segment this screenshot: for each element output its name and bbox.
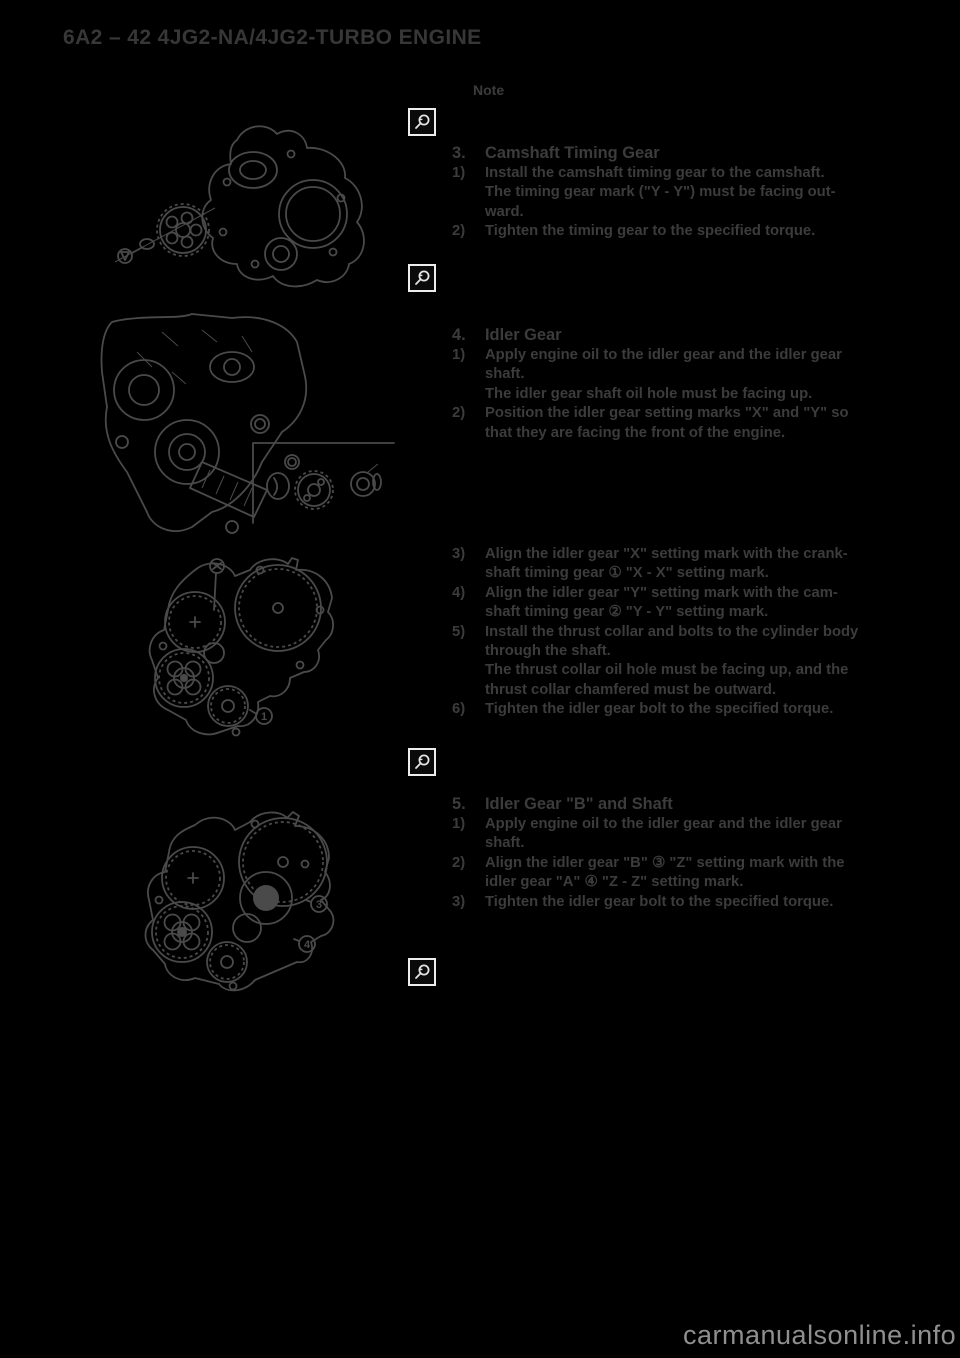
magnifier-glyph: [412, 268, 432, 288]
section-camshaft-timing-gear: [452, 143, 890, 242]
figure-camshaft-timing-gear: [95, 112, 395, 292]
step-line: Install the camshaft timing gear to the camshaft.: [485, 165, 825, 181]
step-line: Align the idler gear "Y" setting mark with the cam-: [485, 584, 838, 601]
section-title: Idler Gear "B" and Shaft: [485, 795, 673, 813]
magnifier-glyph: [412, 752, 432, 772]
idler-gear-b: [240, 872, 292, 924]
step: [452, 893, 890, 912]
figure-idler-gear-b-alignment: [135, 800, 390, 995]
step-number: 1): [452, 165, 466, 181]
magnifier-icon[interactable]: [408, 748, 436, 776]
step-line: Install the thrust collar and bolts to the cylinder body: [485, 623, 859, 640]
magnifier-icon[interactable]: [408, 108, 436, 136]
section-title: Idler Gear: [485, 326, 562, 344]
section-number: 3.: [452, 144, 466, 162]
section-idler-gear-continued: [452, 545, 890, 720]
magnifier-icon[interactable]: [408, 958, 436, 986]
svg-text:4: 4: [303, 939, 311, 951]
step-line: The timing gear mark ("Y - Y") must be facing out-: [485, 184, 836, 201]
section-number: 5.: [452, 795, 466, 813]
step: [452, 854, 890, 893]
step: [452, 584, 890, 623]
step-line: shaft.: [485, 366, 525, 383]
step-line: Position the idler gear setting marks "X" and "Y" so: [485, 405, 849, 422]
step-line: Tighten the idler gear bolt to the specified torque.: [485, 701, 834, 718]
section-heading: [452, 325, 890, 346]
camshaft-gear: [157, 204, 209, 256]
section-heading: [452, 143, 890, 164]
step-number: 3): [452, 546, 466, 562]
step: [452, 346, 890, 404]
step-number: 3): [452, 893, 466, 910]
section-heading: [452, 794, 890, 815]
part-label-1: [250, 708, 272, 724]
injection-pump-gear: [239, 818, 327, 906]
section-number: 4.: [452, 326, 466, 344]
step: [452, 545, 890, 584]
step-number: 2): [452, 405, 466, 422]
step-line: The idler gear shaft oil hole must be facing up.: [485, 385, 813, 402]
step: [452, 222, 890, 241]
magnifier-icon[interactable]: [408, 264, 436, 292]
svg-text:1: 1: [260, 711, 268, 723]
magnifier-glyph: [412, 962, 432, 982]
step-number: 1): [452, 347, 466, 363]
step-line: The thrust collar oil hole must be facing up, and the: [485, 662, 849, 679]
step-line: ward.: [485, 203, 524, 220]
watermark: carmanualsonline.info: [683, 1320, 957, 1350]
svg-text:3: 3: [315, 899, 323, 911]
idler-gear-a: [152, 902, 212, 962]
step-line: that they are facing the front of the engine.: [485, 424, 786, 441]
page-header: 6A2 – 42 4JG2-NA/4JG2-TURBO ENGINE: [63, 26, 482, 49]
step-line: Align the idler gear "B" ③ "Z" setting mark with the: [485, 854, 845, 871]
step-line: idler gear "A" ④ "Z - Z" setting mark.: [485, 874, 744, 891]
camshaft-gear: [162, 847, 224, 909]
section-idler-gear-b-and-shaft: [452, 794, 890, 912]
figure-idler-gear-install: [82, 312, 397, 545]
step-number: 2): [452, 854, 466, 871]
step-line: shaft timing gear ② "Y - Y" setting mark.: [485, 604, 769, 621]
section-title: Camshaft Timing Gear: [485, 144, 660, 162]
crankshaft-gear: [208, 686, 248, 726]
step: [452, 623, 890, 701]
step-number: 4): [452, 584, 466, 601]
step-line: Tighten the timing gear to the specified torque.: [485, 223, 816, 240]
figure-gear-train-alignment: [140, 550, 390, 740]
section-idler-gear: [452, 325, 890, 443]
step-number: 2): [452, 223, 466, 240]
thrust-collar-inset: [253, 443, 394, 523]
step-line: shaft.: [485, 835, 525, 852]
crankshaft-gear: [207, 942, 247, 982]
step-number: 5): [452, 623, 466, 640]
step-line: Align the idler gear "X" setting mark with the crank-: [485, 546, 848, 562]
step-line: Apply engine oil to the idler gear and the idler gear: [485, 816, 842, 832]
note-label: Note: [473, 82, 505, 98]
step-number: 6): [452, 701, 466, 718]
step-line: thrust collar chamfered must be outward.: [485, 681, 777, 698]
magnifier-glyph: [412, 112, 432, 132]
step-line: through the shaft.: [485, 643, 611, 660]
step: [452, 404, 890, 443]
step-line: shaft timing gear ① "X - X" setting mark.: [485, 565, 769, 582]
step-line: Apply engine oil to the idler gear and the idler gear: [485, 347, 842, 363]
step: [452, 700, 890, 719]
step-number: 1): [452, 816, 466, 832]
step-line: Tighten the idler gear bolt to the specified torque.: [485, 893, 834, 910]
step: [452, 164, 890, 222]
injection-pump-gear: [235, 565, 321, 651]
step: [452, 815, 890, 854]
